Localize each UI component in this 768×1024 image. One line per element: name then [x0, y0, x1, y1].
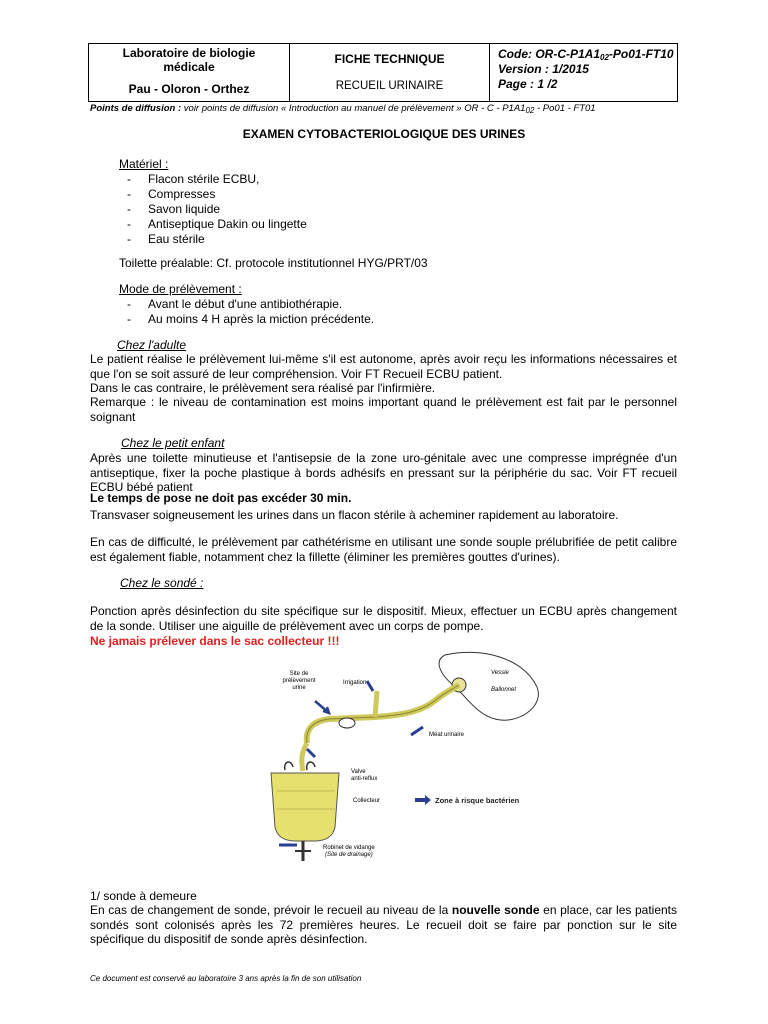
- materiel-item: - Savon liquide: [127, 202, 221, 216]
- label-robinet: Robinet de vidange: [323, 845, 375, 851]
- label-valve: anti-reflux: [351, 776, 378, 782]
- demeure-heading: 1/ sonde à demeure: [90, 889, 197, 903]
- catheter-diagram: [255, 645, 555, 865]
- mode-heading: Mode de prélèvement :: [119, 282, 242, 296]
- enfant-paragraph: Après une toilette minutieuse et l'antisepsie de la zone uro-génitale avec une compresse imprégnée d'un antiseptique, fixer la poche plastique à bords adhésifs en pressant sur la périphérie du sac. Voir FT recueil ECBU bébé patient: [90, 451, 677, 494]
- label-robinet: (Site de drainage): [325, 852, 373, 858]
- toilette-line: Toilette préalable: Cf. protocole institutionnel HYG/PRT/03: [119, 256, 428, 270]
- label-zone-risque: Zone à risque bactérien: [435, 796, 520, 805]
- sonde-paragraph: Ponction après désinfection du site spécifique sur le dispositif. Mieux, effectuer un ECBU après changement de la sonde. Utiliser une aiguille de prélèvement avec un corps de pompe.: [90, 604, 677, 633]
- materiel-item: - Eau stérile: [127, 232, 205, 246]
- risk-arrow-icon: [367, 681, 373, 691]
- fiche-technique: FICHE TECHNIQUE: [334, 52, 445, 66]
- sonde-heading: Chez le sondé :: [120, 576, 204, 590]
- label-irrigation: Irrigation: [343, 680, 367, 686]
- label-collecteur: Collecteur: [353, 798, 381, 804]
- doc-code: Code: $OR-C-P1A1_{02}-Po01-FT10$: [498, 47, 674, 62]
- lab-name: [89, 46, 289, 74]
- materiel-heading: Matériel :: [119, 157, 169, 171]
- risk-arrow-icon: [411, 727, 423, 735]
- sampling-port: [339, 718, 355, 728]
- irrigation-branch: [375, 691, 377, 717]
- adulte-heading: Chez l'adulte: [117, 338, 186, 352]
- mode-item: - Au moins 4 H après la miction précédente.: [127, 312, 375, 326]
- enfant-paragraph: En cas de difficulté, le prélèvement par cathétérisme en utilisant une sonde souple prélubrifiée de petit calibre est également fiable, notamment chez la fillette (éliminer les premières gouttes d'urines).: [90, 535, 677, 564]
- page-title: EXAMEN CYTOBACTERIOLOGIQUE DES URINES: [242, 127, 526, 141]
- title-cell: [290, 44, 490, 101]
- collecteur-bag: [271, 773, 339, 841]
- doc-page: Page : 1 /2: [498, 77, 558, 91]
- mode-item: - Avant le début d'une antibiothérapie.: [127, 297, 343, 311]
- sonde-warning: Ne jamais prélever dans le sac collecteur !!!: [90, 634, 340, 648]
- lab-line2: médicale: [163, 60, 215, 74]
- lab-cell: [89, 44, 290, 101]
- footer-note: Ce document est conservé au laboratoire 3 ans après la fin de son utilisation: [90, 974, 362, 983]
- adulte-paragraph: Le patient réalise le prélèvement lui-même s'il est autonome, après avoir reçu les informations nécessaires et que l'on se soit assuré de leur compréhension. Voir FT Recueil ECBU patient.: [90, 352, 677, 381]
- header-table: [88, 43, 678, 102]
- zone-legend-arrow-icon: [415, 795, 431, 805]
- label-valve: Valve: [351, 769, 366, 775]
- enfant-heading: Chez le petit enfant: [121, 436, 225, 450]
- adulte-remarque: Remarque : le niveau de contamination est moins important quand le prélèvement est fait par le personnel soignant: [90, 395, 677, 424]
- bag-hook: [285, 762, 293, 770]
- recueil-urinaire: RECUEIL URINAIRE: [335, 80, 444, 92]
- risk-arrow-icon: [307, 749, 315, 757]
- bag-hook: [307, 762, 315, 770]
- label-ballonnet: Ballonnet: [491, 687, 517, 693]
- diffusion-line: Points de diffusion : voir points de diffusion « Introduction au manuel de prélèvement » OR - C - $P1A1_{02} - Po01 - FT01$: [90, 103, 596, 115]
- label-vessie: Vessie: [491, 670, 509, 676]
- lab-line1: Laboratoire de biologie: [122, 46, 256, 60]
- materiel-item: - Compresses: [127, 187, 216, 201]
- adulte-paragraph: Dans le cas contraire, le prélèvement sera réalisé par l'infirmière.: [90, 381, 436, 395]
- label-site: Site de: [289, 671, 309, 677]
- label-site: urine: [292, 685, 306, 691]
- code-cell: [490, 44, 677, 101]
- risk-arrow-icon: [315, 701, 329, 713]
- materiel-item: - Antiseptique Dakin ou lingette: [127, 217, 307, 231]
- label-site: prélèvement: [282, 678, 316, 684]
- lab-city: Pau - Oloron - Orthez: [128, 82, 250, 96]
- doc-version: Version : 1/2015: [498, 62, 589, 76]
- demeure-paragraph: En cas de changement de sonde, prévoir le recueil au niveau de la nouvelle sonde en place, car les patients sondés sont colonisés après les 72 premières heures. Le recueil doit se faire par ponction sur le site spécifique du dispositif de sonde après désinfection.: [90, 903, 678, 946]
- enfant-paragraph: Transvaser soigneusement les urines dans un flacon stérile à acheminer rapidement au laboratoire.: [90, 508, 619, 522]
- enfant-bold-warning: Le temps de pose ne doit pas excéder 30 min.: [90, 491, 352, 505]
- label-meat: Méat urinaire: [429, 732, 465, 738]
- materiel-item: - Flacon stérile ECBU,: [127, 172, 260, 186]
